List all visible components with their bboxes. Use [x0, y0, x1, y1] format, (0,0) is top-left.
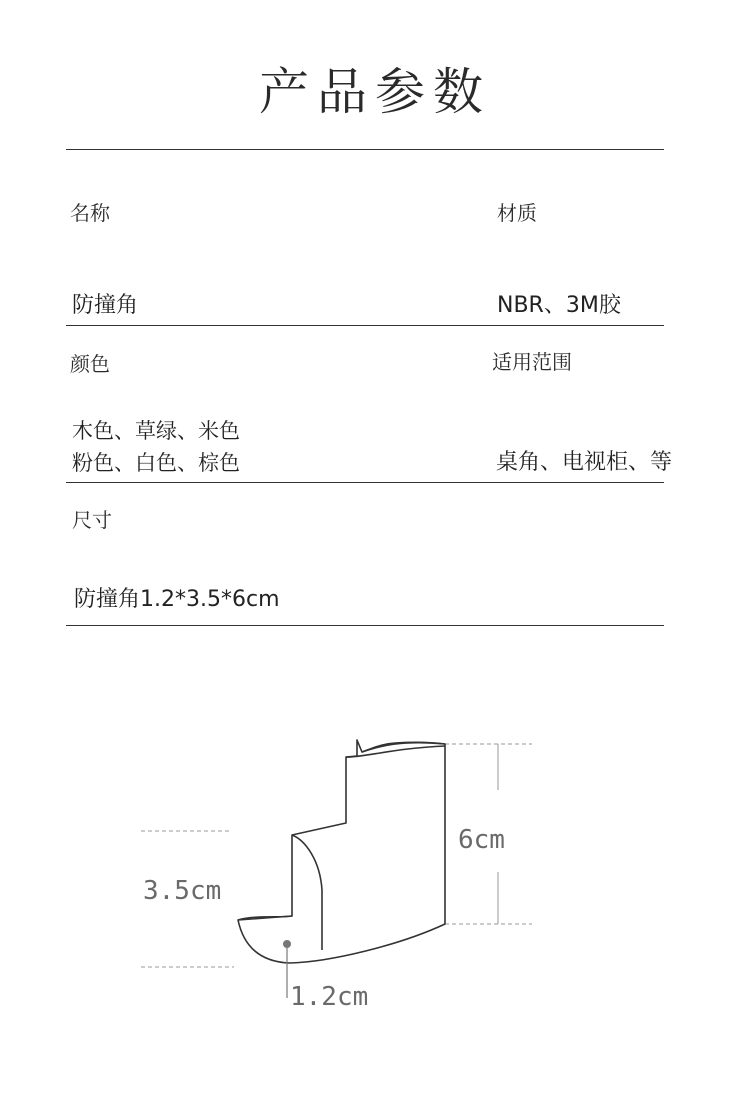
divider — [66, 482, 664, 483]
usage-value: 桌角、电视柜、等 — [496, 450, 673, 475]
width-dimension-label: 3.5cm — [143, 876, 222, 906]
divider — [66, 625, 664, 626]
corner-guard-outline — [238, 740, 445, 963]
size-label: 尺寸 — [72, 508, 112, 532]
name-label: 名称 — [70, 201, 110, 225]
color-label: 颜色 — [70, 352, 110, 376]
color-value-line-1: 木色、草绿、米色 — [72, 419, 240, 443]
material-label: 材质 — [497, 201, 537, 225]
page-title: 产品参数 — [259, 63, 491, 121]
divider — [66, 149, 664, 150]
thickness-marker-dot — [283, 940, 291, 948]
name-value: 防撞角 — [72, 293, 139, 318]
usage-label: 适用范围 — [492, 350, 572, 374]
height-dimension-label: 6cm — [458, 825, 505, 855]
color-value-line-2: 粉色、白色、棕色 — [72, 451, 240, 475]
thickness-dimension-label: 1.2cm — [290, 982, 369, 1012]
divider — [66, 325, 664, 326]
corner-guard-diagram — [0, 700, 750, 1060]
material-value: NBR、3M胶 — [497, 293, 621, 318]
size-value: 防撞角1.2*3.5*6cm — [74, 587, 280, 612]
